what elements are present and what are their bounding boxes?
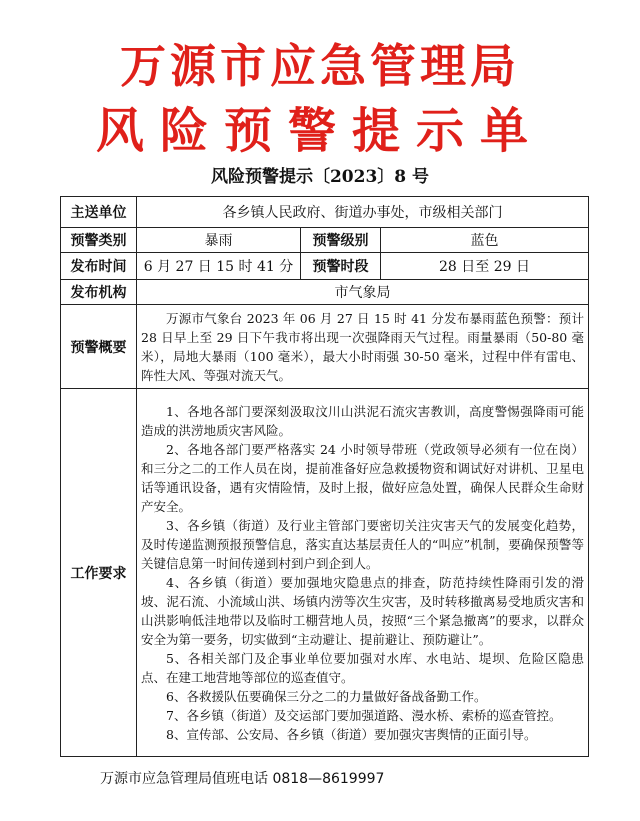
issue-time-value: 6 月 27 日 15 时 41 分: [137, 253, 301, 280]
row-recipient: [61, 197, 589, 228]
title-agency: 万源市应急管理局: [120, 39, 520, 93]
requirement-item: 4、各乡镇（街道）要加强地灾隐患点的排查，防范持续性降雨引发的滑坡、泥石流、小流域山洪、场镇内涝等次生灾害，及时转移撤离易受地质灾害和山洪影响低洼地带以及临时工棚营地人员，按照“三个紧急撤离”的要求，以群众安全为第一要务，切实做到“主动避让、提前避让、预防避让”。: [141, 574, 585, 647]
summary-label: 预警概要: [61, 305, 137, 389]
requirement-item: 3、各乡镇（街道）及行业主管部门要密切关注灾害天气的发展变化趋势，及时传递监测预报预警信息，落实直达基层责任人的“叫应”机制，要确保预警等关键信息第一时间传递到村到户到企到人。: [141, 517, 585, 571]
requirement-item: 2、各地各部门要严格落实 24 小时领导带班（党政领导必须有一位在岗）和三分之二的工作人员在岗，提前准备好应急救援物资和调试好对讲机、卫星电话等通讯设备，遇有灾情险情，及时上报，做好应急处置，确保人民群众生命财产安全。: [141, 441, 585, 514]
level-label: 预警级别: [301, 228, 381, 253]
requirement-item: 8、宣传部、公安局、各乡镇（街道）要加强灾害舆情的正面引导。: [166, 726, 537, 742]
summary-text: 万源市气象台 2023 年 06 月 27 日 15 时 41 分发布暴雨蓝色预警：预计 28 日早上至 29 日下午我市将出现一次强降雨天气过程。雨量暴雨（50-80 毫米），局地大暴雨（100 毫米），最大小时雨强 30-50 毫米，过程中伴有雷电、阵性大风、等强对流天气。: [137, 305, 589, 389]
recipient-value: 各乡镇人民政府、街道办事处，市级相关部门: [137, 197, 589, 228]
requirement-item: 5、各相关部门及企事业单位要加强对水库、水电站、堤坝、危险区隐患点、在建工地营地等部位的巡查值守。: [141, 650, 585, 685]
category-label: 预警类别: [61, 228, 137, 253]
requirement-item: 7、各乡镇（街道）及交运部门要加强道路、漫水桥、索桥的巡查管控。: [166, 707, 562, 723]
document-number: 风险预警提示〔2023〕8 号: [210, 167, 430, 187]
issue-time-label: 发布时间: [61, 253, 137, 280]
level-value: 蓝色: [381, 228, 589, 253]
row-requirements: [61, 389, 589, 757]
requirements-label: 工作要求: [61, 389, 137, 757]
requirement-item: 6、各救援队伍要确保三分之二的力量做好备战备勤工作。: [166, 688, 487, 704]
requirements-list: [137, 389, 589, 757]
row-category-level: [61, 228, 589, 253]
row-issuer: [61, 280, 589, 305]
title-document-type: 风险预警提示单: [95, 103, 544, 159]
recipient-label: 主送单位: [61, 197, 137, 228]
period-value: 28 日至 29 日: [381, 253, 589, 280]
warning-table: [60, 196, 589, 757]
row-summary: [61, 305, 589, 389]
issuer-value: 市气象局: [137, 280, 589, 305]
issuer-label: 发布机构: [61, 280, 137, 305]
category-value: 暴雨: [137, 228, 301, 253]
duty-hotline: 万源市应急管理局值班电话 0818—8619997: [100, 771, 385, 787]
period-label: 预警时段: [301, 253, 381, 280]
requirement-item: 1、各地各部门要深刻汲取汶川山洪泥石流灾害教训，高度警惕强降雨可能造成的洪涝地质灾害风险。: [141, 403, 585, 438]
row-time-period: [61, 253, 589, 280]
